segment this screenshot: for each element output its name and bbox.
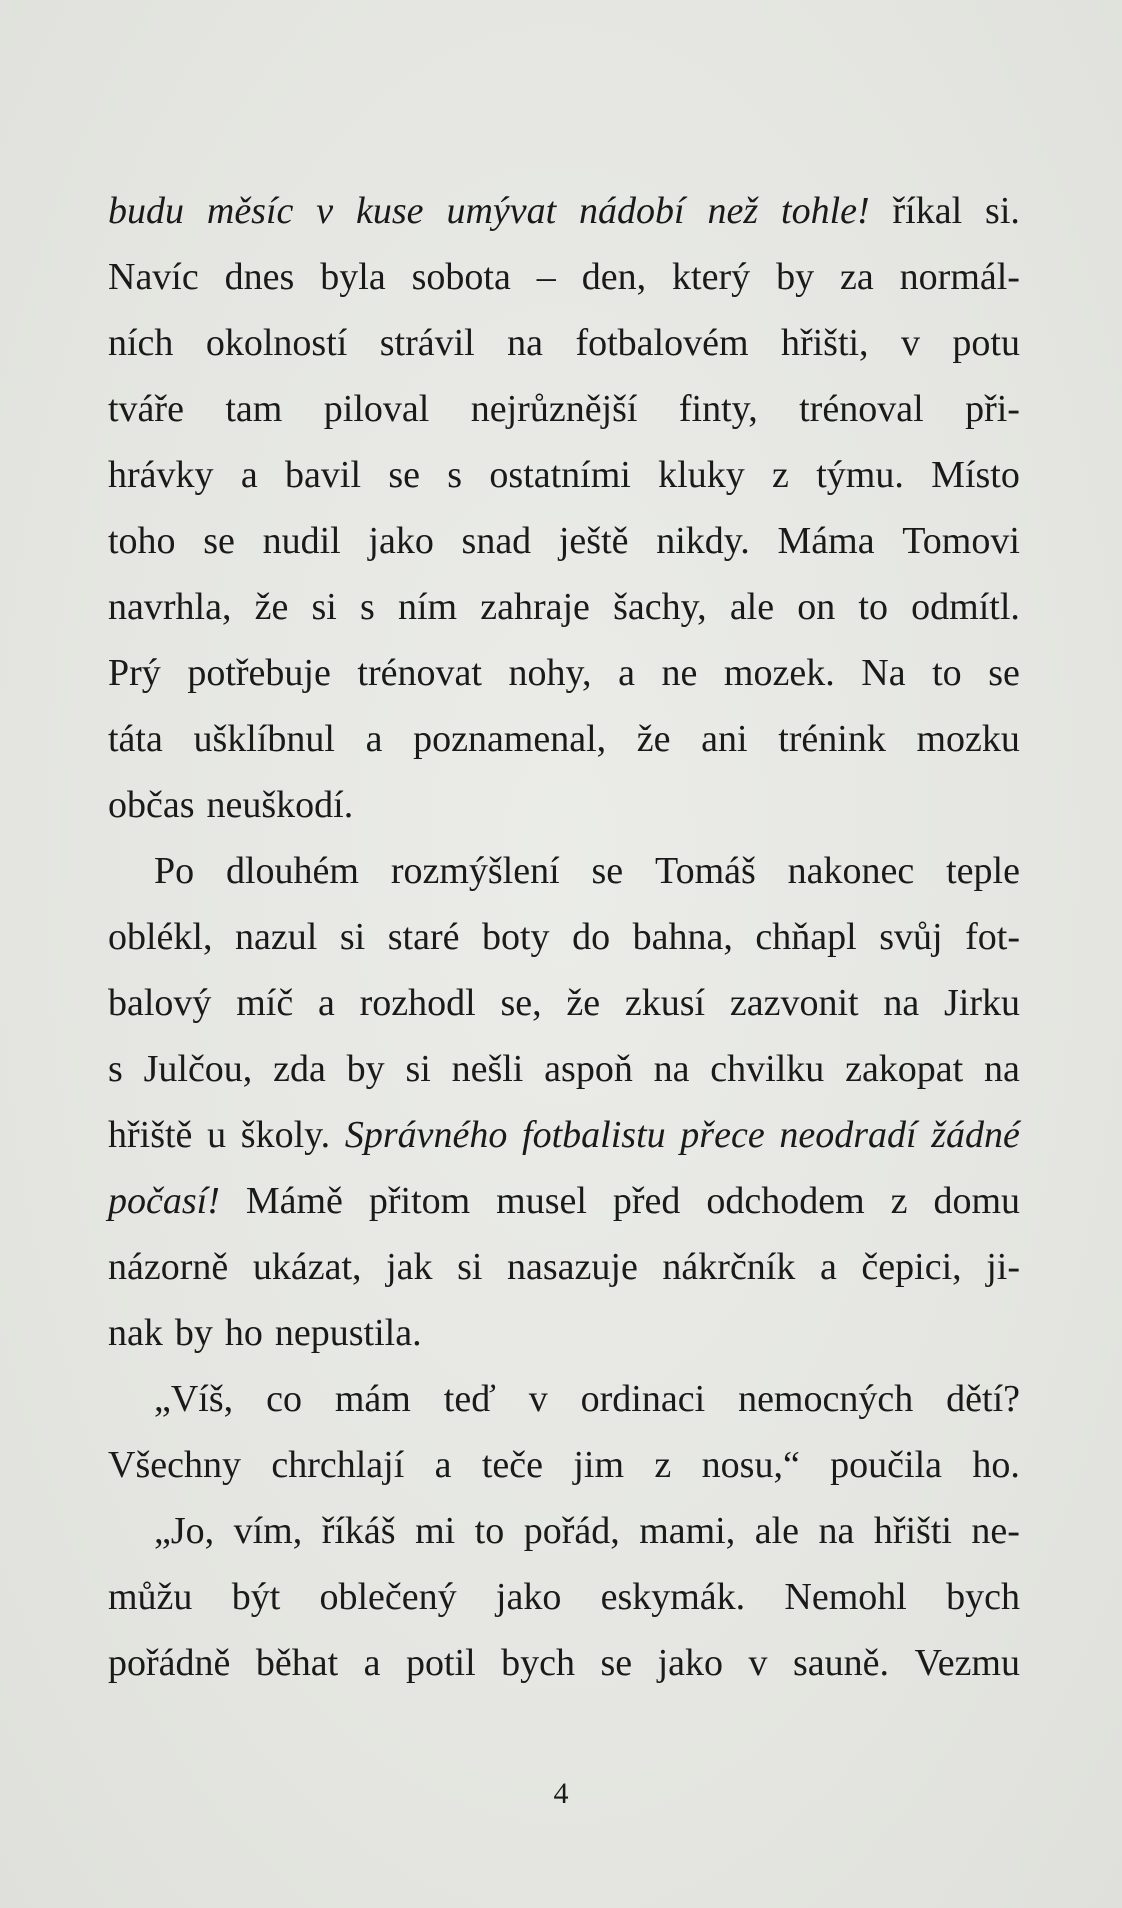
word: na [883,982,920,1024]
word: zazvonit [729,982,859,1024]
text-line [108,772,1020,838]
text-line [108,1498,1020,1564]
word: odchodem [706,1180,865,1222]
word: do [572,916,611,958]
word: Nemohl [784,1576,907,1618]
word: čepici, [861,1246,962,1288]
word: hřišti, [780,322,869,364]
word: Tomáš [655,850,756,892]
word: týmu. [816,454,904,496]
word: Místo [931,454,1020,496]
italic-word: měsíc [206,190,294,232]
italic-word: fotbalistu [522,1114,666,1156]
word: ukázat, [252,1246,362,1288]
word: eskymák. [600,1576,746,1618]
word: ještě [558,520,629,562]
word: a [618,652,635,694]
word: nosu,“ [701,1444,800,1486]
word: přitom [368,1180,471,1222]
italic-word: než [707,190,759,232]
word: Navíc [108,256,199,298]
word: na [984,1048,1020,1090]
word: jako [657,1642,724,1684]
word: oblečený [319,1576,457,1618]
italic-word: Správného [344,1114,508,1156]
word: to [474,1510,505,1552]
word: jim [573,1444,625,1486]
word: „Jo, [154,1510,215,1552]
word: tváře [108,388,184,430]
word: nohy, [508,652,592,694]
text-line [108,1168,1020,1234]
word: finty, [678,388,758,430]
word: trénink [778,718,886,760]
word: on [797,586,836,628]
word: teče [481,1444,544,1486]
word: bych [501,1642,575,1684]
word: si [311,586,337,628]
italic-word: umývat [446,190,557,232]
word: s [108,1048,123,1090]
word: boty [482,916,550,958]
word: Jirku [943,982,1020,1024]
text-line [108,1564,1020,1630]
word: si [339,916,366,958]
word: rozmýšlení [390,850,560,892]
word: Prý [108,652,161,694]
word: a [365,718,383,760]
word: Mámě [245,1180,343,1222]
word: potu [952,322,1020,364]
word: a [240,454,258,496]
word: který [672,256,751,298]
word: svůj [879,916,943,958]
word: bych [946,1576,1020,1618]
word: na [653,1048,690,1090]
word: nákrčník [662,1246,796,1288]
word: by [174,1312,213,1354]
word: s [360,586,375,628]
text-line [108,376,1020,442]
word: jako [495,1576,562,1618]
word: „Víš, [154,1378,234,1420]
word: ho. [972,1444,1020,1486]
word: teď [443,1378,496,1420]
word: fot- [965,916,1020,958]
word: poznamenal, [413,718,607,760]
word: sauně. [792,1642,889,1684]
word: Na [861,652,906,694]
word: zda [273,1048,326,1090]
italic-word: v [316,190,334,232]
word: pořád, [523,1510,620,1552]
word: co [266,1378,302,1420]
word: Máma [777,520,875,562]
text-line [108,1234,1020,1300]
word: ale [729,586,775,628]
word: mozek. [723,652,835,694]
word: z [772,454,789,496]
text-line [108,1102,1020,1168]
word: na [507,322,544,364]
word: chrchlají [271,1444,405,1486]
word: mi [415,1510,456,1552]
word: snad [461,520,532,562]
word: kluky [658,454,745,496]
word: a [317,982,335,1024]
word: dětí? [946,1378,1020,1420]
word: nemocných [738,1378,914,1420]
text-line [108,1432,1020,1498]
text-line [108,1300,1020,1366]
word: nikdy. [656,520,750,562]
word: při- [965,388,1020,430]
word: – [536,256,556,298]
italic-word: počasí! [108,1180,220,1222]
word: teple [946,850,1020,892]
word: dlouhém [225,850,359,892]
word: si. [985,190,1020,232]
word: toho [108,520,176,562]
word: rozhodl [359,982,476,1024]
word: hřiště [108,1114,193,1156]
text-line [108,310,1020,376]
word: chvilku [710,1048,825,1090]
word: staré [387,916,460,958]
word: dnes [224,256,295,298]
italic-word: kuse [356,190,424,232]
word: okolností [205,322,348,364]
word: z [890,1180,908,1222]
word: před [612,1180,681,1222]
word: by [776,256,815,298]
word: bahna, [632,916,733,958]
word: Vezmu [914,1642,1020,1684]
word: za [840,256,874,298]
body-text [108,178,1020,1696]
word: pořádně [108,1642,231,1684]
word: trénoval [799,388,924,430]
word: hřišti [873,1510,952,1552]
word: navrhla, [108,586,232,628]
word: se [600,1642,633,1684]
text-line [108,1366,1020,1432]
word: že [254,586,289,628]
word: táta [108,718,163,760]
word: že [636,718,671,760]
word: jako [368,520,434,562]
word: občas [108,784,195,826]
word: potil [405,1642,476,1684]
word: zahraje [480,586,590,628]
word: z [654,1444,672,1486]
word: trénovat [357,652,482,694]
word: ani [701,718,748,760]
word: neuškodí. [206,784,354,826]
text-line [108,244,1020,310]
text-line [108,838,1020,904]
word: nepustila. [274,1312,422,1354]
word: v [528,1378,548,1420]
word: ním [397,586,458,628]
word: se, [500,982,542,1024]
word: a [819,1246,837,1288]
text-line [108,574,1020,640]
word: nudil [262,520,341,562]
word: hrávky [108,454,214,496]
italic-word: tohle! [781,190,870,232]
text-line [108,904,1020,970]
word: běhat [255,1642,339,1684]
text-line [108,1630,1020,1696]
italic-word: přece [680,1114,765,1156]
word: se [591,850,624,892]
word: si [405,1048,431,1090]
word: být [231,1576,281,1618]
italic-word: neodradí [779,1114,917,1156]
word: v [900,322,920,364]
word: domu [933,1180,1020,1222]
word: jak [386,1246,433,1288]
word: říkal [892,190,963,232]
page-number: 4 [553,1777,569,1810]
text-line [108,640,1020,706]
text-line [108,970,1020,1036]
word: nejrůznější [470,388,638,430]
word: říkáš [321,1510,396,1552]
word: chňapl [755,916,857,958]
word: vím, [233,1510,303,1552]
word: ušklíbnul [193,718,335,760]
word: u [207,1114,227,1156]
word: šachy, [613,586,707,628]
word: s [447,454,463,496]
word: zakopat [845,1048,964,1090]
word: nešli [451,1048,524,1090]
word: bavil [285,454,362,496]
word: ostatními [489,454,631,496]
word: ji- [986,1246,1020,1288]
word: ale [754,1510,799,1552]
text-line [108,706,1020,772]
word: mami, [639,1510,736,1552]
word: nazul [235,916,318,958]
word: na [818,1510,855,1552]
word: to [932,652,962,694]
word: oblékl, [108,916,213,958]
word: potřebuje [187,652,331,694]
word: ne [661,652,698,694]
word: nak [108,1312,163,1354]
word: se [203,520,235,562]
word: Tomovi [902,520,1020,562]
word: Julčou, [143,1048,253,1090]
word: školy. [240,1114,331,1156]
word: nakonec [787,850,915,892]
word: fotbalovém [575,322,749,364]
word: mám [334,1378,411,1420]
word: by [346,1048,385,1090]
word: míč [236,982,294,1024]
word: tam [225,388,283,430]
word: aspoň [544,1048,633,1090]
word: ních [108,322,174,364]
word: musel [496,1180,587,1222]
word: sobota [411,256,511,298]
word: názorně [108,1246,229,1288]
word: že [566,982,601,1024]
word: se [988,652,1020,694]
italic-word: budu [108,190,184,232]
word: den, [581,256,647,298]
word: se [388,454,420,496]
italic-word: žádné [931,1114,1020,1156]
word: ordinaci [580,1378,706,1420]
word: normál- [899,256,1020,298]
word: balový [108,982,212,1024]
word: v [748,1642,768,1684]
word: to [858,586,888,628]
word: Všechny [108,1444,241,1486]
word: zkusí [624,982,706,1024]
italic-word: nádobí [579,190,685,232]
word: si [457,1246,483,1288]
word: ho [224,1312,263,1354]
word: ne- [971,1510,1020,1552]
word: strávil [379,322,475,364]
word: odmítl. [911,586,1020,628]
text-line [108,508,1020,574]
word: poučila [830,1444,943,1486]
word: nasazuje [507,1246,638,1288]
word: piloval [323,388,430,430]
word: byla [320,256,386,298]
text-line [108,1036,1020,1102]
word: a [434,1444,452,1486]
text-line [108,178,1020,244]
text-line [108,442,1020,508]
word: mozku [916,718,1020,760]
word: můžu [108,1576,193,1618]
word: a [363,1642,381,1684]
word: Po [154,850,195,892]
